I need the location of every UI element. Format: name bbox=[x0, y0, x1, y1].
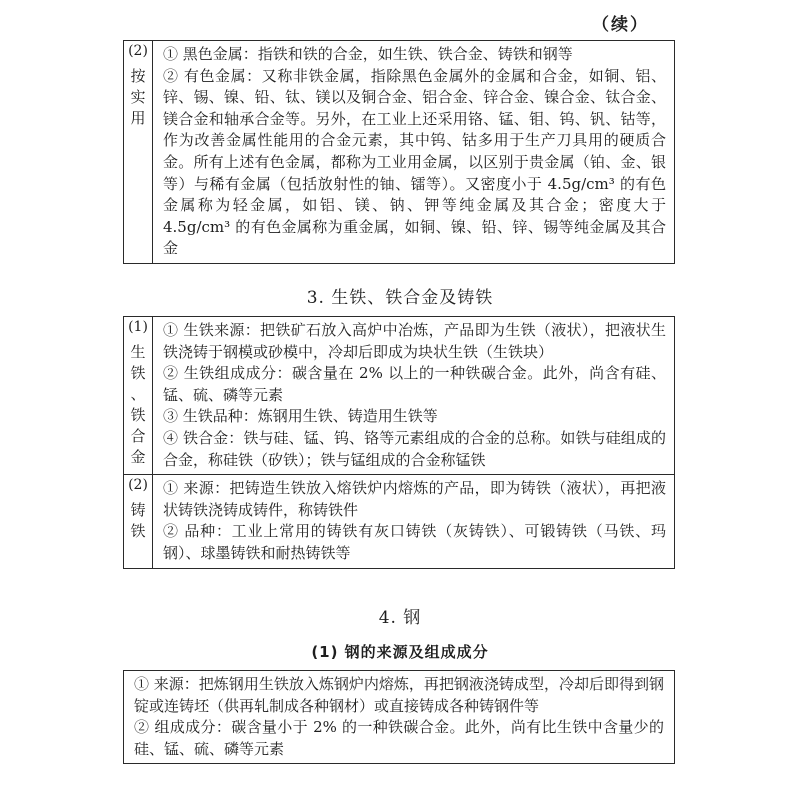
paragraph-cast-iron-source: ① 来源：把铸造生铁放入熔铁炉内熔炼的产品，即为铸铁（液状），再把液状铸铁浇铸成铸件，称铸铁件 bbox=[163, 479, 666, 519]
label-char: 实 bbox=[130, 88, 146, 106]
section-4-subtitle: (1) 钢的来源及组成成分 bbox=[311, 643, 489, 661]
metal-classification-table bbox=[123, 40, 675, 264]
label-char: 用 bbox=[130, 109, 146, 127]
paragraph-pig-iron-composition: ② 生铁组成成分：碳含量在 2% 以上的一种铁碳合金。此外，尚含有硅、锰、硫、磷等元素 bbox=[163, 364, 666, 404]
paragraph-steel-source: ① 来源：把炼钢用生铁放入炼钢炉内熔炼，再把钢液浇铸成型，冷却后即得到钢锭或连铸坯（供再轧制成各种钢材）或直接铸成各种铸钢件等 bbox=[134, 675, 664, 715]
paragraph-cast-iron-varieties: ② 品种：工业上常用的铸铁有灰口铸铁（灰铸铁）、可锻铸铁（马铁、玛钢）、球墨铸铁和耐热铸铁等 bbox=[163, 522, 666, 562]
paragraph-ferrous-metals: ① 黑色金属：指铁和铁的合金，如生铁、铁合金、铸铁和钢等 bbox=[163, 45, 573, 63]
continued-label: （续） bbox=[592, 15, 649, 35]
label-char: 铁 bbox=[130, 364, 146, 382]
paragraph-pig-iron-source: ① 生铁来源：把铁矿石放入高炉中冶炼，产品即为生铁（液状），把液状生铁浇铸于钢模或砂模中，冷却后即成为块状生铁（生铁块） bbox=[163, 321, 666, 361]
row-label-number: (1) bbox=[128, 319, 148, 335]
label-char: 生 bbox=[130, 343, 146, 361]
table-row bbox=[124, 475, 675, 568]
row-content bbox=[153, 317, 675, 475]
paragraph-ferroalloy: ④ 铁合金：铁与硅、锰、钨、铬等元素组成的合金的总称。如铁与硅组成的合金，称硅铁（矽铁）；铁与锰组成的合金称锰铁 bbox=[163, 428, 666, 469]
table-row bbox=[124, 317, 675, 475]
row-label-number: (2) bbox=[128, 43, 148, 59]
row-label-text bbox=[124, 500, 152, 542]
section-3-title: 3. 生铁、铁合金及铸铁 bbox=[306, 288, 494, 308]
label-char: 铸 bbox=[130, 501, 146, 520]
paragraph-nonferrous-metals: ② 有色金属：又称非铁金属，指除黑色金属外的金属和合金，如铜、铝、锌、锡、镍、铅、钛、镁以及铜合金、铝合金、锌合金、镍合金、钛合金、镁合金和轴承合金等。另外，在工业上还采用铬、锰、钼、钨、钒、钴等，作为改善金属性能用的合金元素，其中钨、钴多用于生产刀具用的硬质合金。所有上述有色金属，都称为工业用金属，以区别于贵金属（铂、金、银等）与稀有金属（包括放射性的铀、镭等）。又密度小于 4.5g/cm³ 的有色金属称为轻金属，如铝、镁、钠、钾等纯金属及其合金；密度大于 4.5g/cm³ 的有色金属称为重金属，如铜、镍、铅、锌、锡等纯金属及其合金 bbox=[163, 66, 666, 258]
row-label-pig-iron bbox=[124, 317, 153, 475]
row-label-by-use bbox=[124, 41, 153, 264]
label-char: 铁 bbox=[130, 406, 146, 424]
steel-source-box bbox=[123, 670, 675, 764]
label-char: 铁 bbox=[130, 522, 146, 541]
row-label-text bbox=[124, 342, 152, 468]
label-char: 、 bbox=[130, 385, 146, 403]
label-char: 合 bbox=[130, 427, 146, 445]
row-label-cast-iron bbox=[124, 475, 153, 568]
row-label-text bbox=[124, 66, 152, 129]
label-char: 金 bbox=[130, 448, 146, 466]
section-4-title: 4. 钢 bbox=[378, 608, 422, 628]
paragraph-pig-iron-varieties: ③ 生铁品种：炼钢用生铁、铸造用生铁等 bbox=[163, 407, 438, 426]
label-char: 按 bbox=[130, 67, 146, 85]
table-row bbox=[124, 41, 675, 264]
row-content bbox=[153, 41, 675, 264]
paragraph-steel-composition: ② 组成成分：碳含量小于 2% 的一种铁碳合金。此外，尚有比生铁中含量少的硅、锰、硫、磷等元素 bbox=[134, 718, 664, 758]
row-content bbox=[153, 475, 675, 568]
row-label-number: (2) bbox=[128, 477, 148, 494]
pig-iron-table bbox=[123, 316, 675, 569]
